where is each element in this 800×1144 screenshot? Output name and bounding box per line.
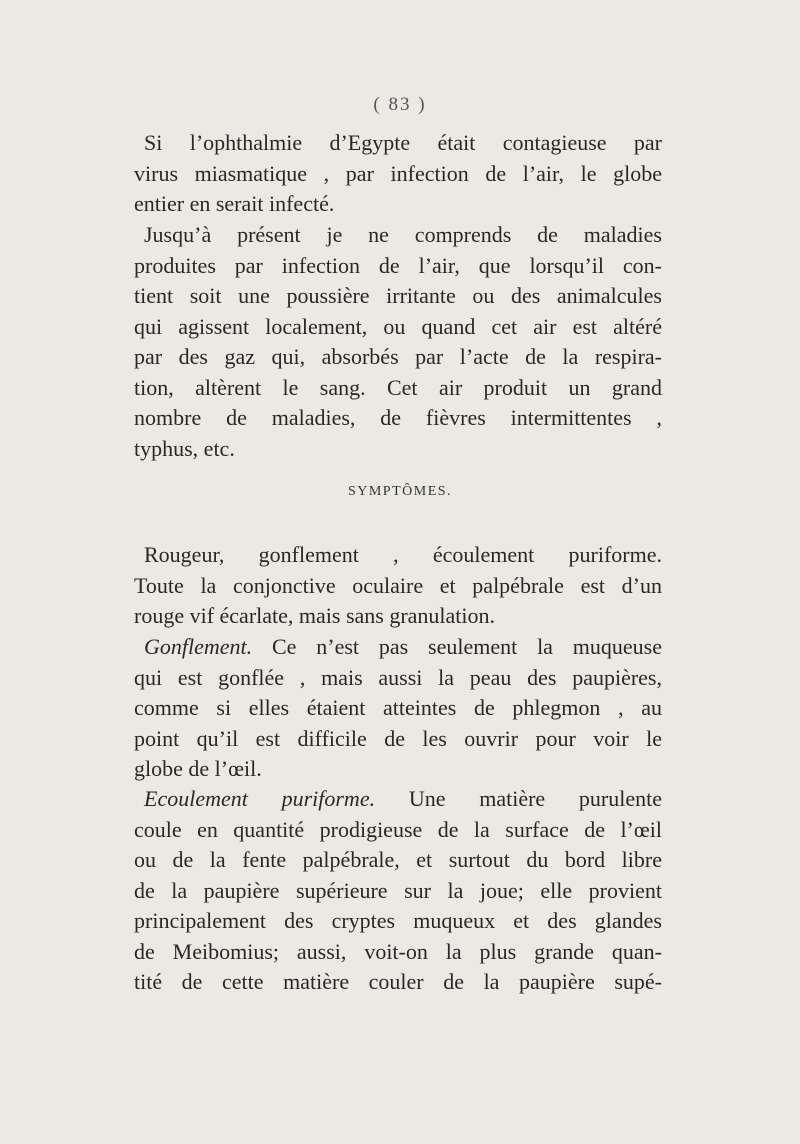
text-line: qui est gonflée , mais aussi la peau des paupières, bbox=[134, 664, 662, 690]
text-line: Toute la conjonctive oculaire et palpébrale est d’un bbox=[134, 572, 662, 598]
text-line bbox=[134, 784, 662, 815]
paragraph-ecoulement bbox=[134, 784, 662, 998]
text-line: qui agissent localement, ou quand cet air est altéré bbox=[134, 313, 662, 339]
text-line: rouge vif écarlate, mais sans granulation. bbox=[134, 603, 496, 628]
text-line: nombre de maladies, de fièvres intermittentes , bbox=[134, 405, 662, 430]
text-line: Jusqu’à présent je ne comprends de maladies bbox=[144, 222, 662, 247]
text-line: tient soit une poussière irritante ou des animalcules bbox=[134, 283, 662, 308]
text-line: point qu’il est difficile de les ouvrir pour voir le bbox=[134, 725, 662, 751]
term-gonflement: Gonflement. bbox=[144, 634, 253, 659]
text-line: coule en quantité prodigieuse de la surface de l’œil bbox=[134, 816, 662, 842]
text-line: globe de l’œil. bbox=[134, 756, 262, 781]
section-heading: SYMPTÔMES. bbox=[347, 484, 453, 499]
text-line: entier en serait infecté. bbox=[134, 191, 335, 216]
text-fragment: Ce n’est pas seulement la muqueuse bbox=[252, 634, 662, 659]
paragraph-contagion bbox=[134, 128, 662, 220]
text-line: typhus, etc. bbox=[134, 435, 235, 461]
term-ecoulement: Ecoulement puriforme. bbox=[144, 786, 376, 811]
page-number: ( 83 ) bbox=[373, 94, 427, 115]
text-line: ou de la fente palpébrale, et surtout du bord libre bbox=[134, 847, 662, 872]
text-line: comme si elles étaient atteintes de phlegmon , au bbox=[134, 695, 662, 720]
paragraph-air-infection bbox=[134, 220, 662, 464]
text-line bbox=[134, 632, 662, 663]
text-line: tité de cette matière couler de la paupière supé- bbox=[134, 969, 662, 994]
text-line: de Meibomius; aussi, voit-on la plus grande quan- bbox=[134, 938, 662, 964]
paragraph-gonflement bbox=[134, 632, 662, 785]
text-fragment: Une matière purulente bbox=[375, 786, 662, 811]
text-line: virus miasmatique , par infection de l’air, le globe bbox=[134, 160, 662, 186]
paragraph-symptoms bbox=[134, 540, 662, 632]
text-line: Rougeur, gonflement , écoulement puriforme. bbox=[144, 542, 662, 567]
text-line: par des gaz qui, absorbés par l’acte de la respira- bbox=[134, 344, 662, 369]
text-line: de la paupière supérieure sur la joue; elle provient bbox=[134, 877, 662, 903]
text-line: principalement des cryptes muqueux et des glandes bbox=[134, 908, 662, 933]
text-line: produites par infection de l’air, que lorsqu’il con- bbox=[134, 252, 662, 278]
text-line: tion, altèrent le sang. Cet air produit un grand bbox=[134, 374, 662, 400]
text-line: Si l’ophthalmie d’Egypte était contagieuse par bbox=[144, 130, 662, 155]
